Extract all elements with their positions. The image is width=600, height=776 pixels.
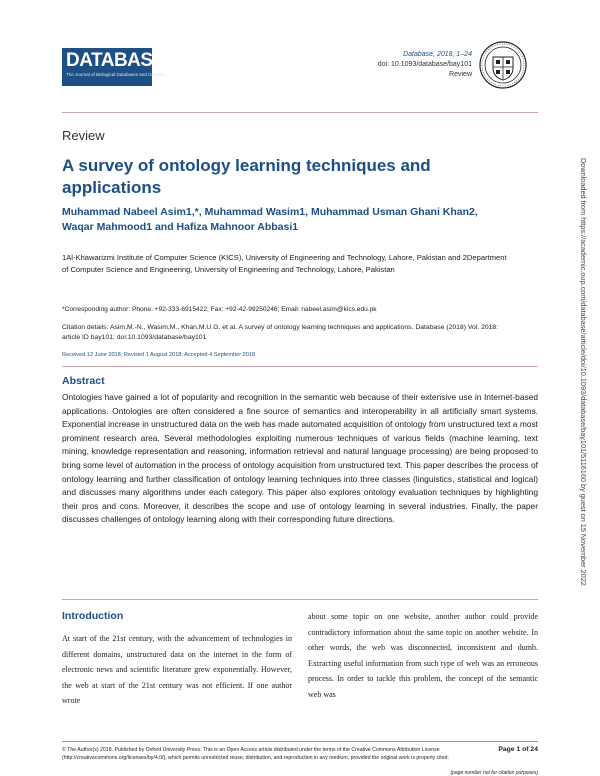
section-tag: Review (62, 128, 105, 143)
doi-link[interactable]: doi: 10.1093/database/bay101 (377, 61, 472, 68)
citation-note: (page number not for citation purposes) (450, 770, 538, 776)
journal-meta (378, 50, 472, 80)
abstract-divider-bottom (62, 599, 538, 600)
intro-right-column: about some topic on one website, another author could provide contradictory information about the same topic on another website. In other words, the web was disconnected, inconsistent and dumb. Extracting useful information from such type of web was an erroneous process. In order to tackle this problem, the concept of the semantic web was (308, 612, 538, 699)
intro-left-column: At start of the 21st century, with the advancement of technologies in different domains, unstructured data on the internet in the form of electronic news and scientific literature grew exponentially. However, the web at start of the 21st century was not efficient. If one author wrote (62, 634, 292, 705)
logo-subtitle: The Journal of Biological Databases and Curation (66, 72, 166, 77)
abstract-heading: Abstract (62, 375, 105, 387)
page-number: Page 1 of 24 (498, 746, 538, 753)
header-divider (62, 112, 538, 113)
author-list: Muhammad Nabeel Asim1,*, Muhammad Wasim1, Muhammad Usman Ghani Khan2, Waqar Mahmood1 and Hafiza Mahnoor Abbasi1 (62, 206, 478, 233)
download-note: Downloaded from https://academic.oup.com/database/article/doi/10.1093/database/bay101/5116160 by guest on 15 November 2022 (579, 158, 588, 586)
introduction-heading: Introduction (62, 610, 124, 622)
citation-details: Citation details: Asim,M.-N., Wasim,M., Khan,M.U.G. et al. A survey of ontology learning techniques and applications. Database (2018) Vol. 2018: article ID bay101; doi:10.1093/database/bay101 (62, 324, 499, 341)
affiliations: 1Al-Khawarizmi Institute of Computer Science (KICS), University of Engineering and Technology, Lahore, Pakistan and 2Department of Computer Science and Engineering, University of Engineering and Technology, Lahore, Pakistan (62, 253, 507, 274)
article-type: Review (449, 71, 472, 78)
corresponding-author: *Corresponding author: Phone: +92-333-6915422; Fax: +92-42-99250246; Email: nabeel.asim@kics.edu.pk (62, 306, 377, 313)
university-seal-icon (478, 40, 528, 90)
license-notice: © The Author(s) 2018. Published by Oxford University Press. This is an Open Access article distributed under the terms of the Creative Commons Attribution License (http://creativecommons.org/licenses/by/4.0/), which permits unrestricted reuse, distribution, and reproduction in any medium, provided the original work is properly cited. (62, 747, 449, 761)
journal-line: Database, 2018, 1–24 (403, 51, 472, 58)
paper-title: A survey of ontology learning techniques and applications (62, 156, 431, 197)
journal-logo (62, 48, 166, 86)
footer-divider (62, 741, 538, 742)
abstract-text: Ontologies have gained a lot of popularity and recognition in the semantic web because of their extensive use in Internet-based applications. Ontologies are often considered a fine source of semantics and interoperability in all artificially smart systems. Exponential increase in unstructured data on the web has made automated acquisition of ontology from unstructured text a most prominent research area. Several methodologies exploiting numerous techniques of various fields (machine learning, text mining, knowledge representation and reasoning, information retrieval and natural language processing) are being proposed to bring some level of automation in the process of ontology acquisition from unstructured text. This paper describes the process of ontology learning and further classification of ontology learning techniques into three classes (linguistics, statistical and logical) and discusses many algorithms under each category. This paper also explores ontology evaluation techniques by highlighting their pros and cons. Moreover, it describes the scope and use of ontology learning in several industries. Finally, the paper discusses challenges of ontology learning along with their corresponding future directions. (62, 392, 538, 525)
logo-title: DATABASE (66, 50, 165, 71)
abstract-divider-top (62, 366, 538, 367)
received-dates: Received 12 June 2018; Revised 1 August 2018; Accepted 4 September 2018 (62, 352, 256, 358)
